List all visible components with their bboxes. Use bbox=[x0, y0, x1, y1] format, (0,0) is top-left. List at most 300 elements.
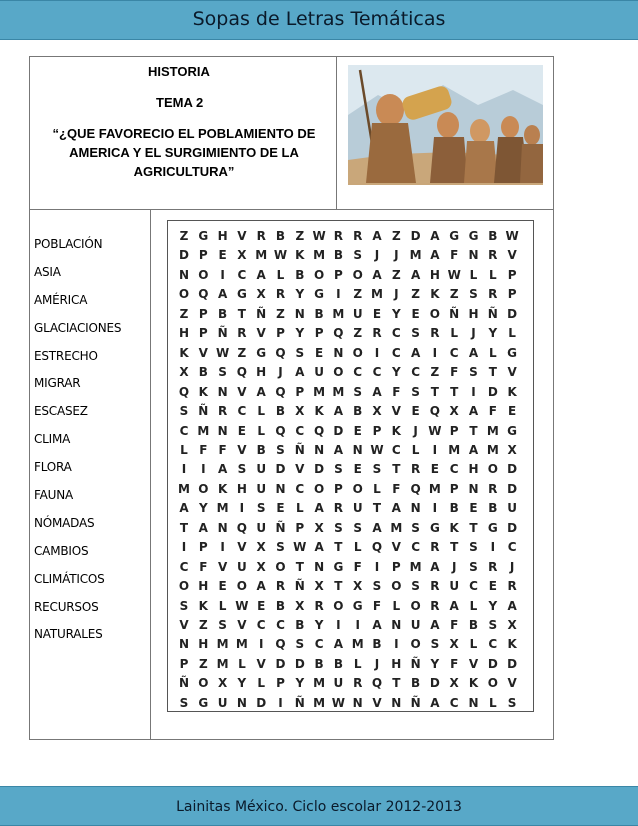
grid-letter[interactable]: V bbox=[256, 326, 266, 341]
grid-letter[interactable]: B bbox=[314, 306, 324, 321]
grid-letter[interactable]: K bbox=[198, 384, 208, 399]
grid-letter[interactable]: R bbox=[333, 501, 344, 516]
grid-letter[interactable]: G bbox=[198, 229, 209, 243]
grid-letter[interactable]: O bbox=[333, 598, 344, 613]
grid-letter[interactable]: B bbox=[218, 306, 228, 321]
grid-letter[interactable]: K bbox=[507, 384, 517, 399]
grid-letter[interactable]: Z bbox=[198, 618, 208, 632]
grid-letter[interactable]: Ñ bbox=[275, 520, 286, 535]
grid-letter[interactable]: U bbox=[410, 618, 421, 632]
grid-letter[interactable]: X bbox=[449, 637, 459, 652]
grid-letter[interactable]: A bbox=[449, 598, 459, 613]
grid-letter[interactable]: P bbox=[198, 326, 208, 341]
grid-letter[interactable]: P bbox=[198, 540, 208, 555]
grid-letter[interactable]: M bbox=[313, 248, 326, 263]
grid-letter[interactable]: A bbox=[256, 384, 266, 399]
grid-letter[interactable]: E bbox=[276, 501, 285, 516]
grid-letter[interactable]: Q bbox=[410, 481, 421, 496]
grid-letter[interactable]: I bbox=[336, 287, 341, 302]
grid-letter[interactable]: L bbox=[488, 267, 497, 282]
grid-letter[interactable]: L bbox=[180, 442, 188, 457]
grid-letter[interactable]: C bbox=[295, 481, 305, 496]
grid-letter[interactable]: Q bbox=[236, 365, 247, 380]
grid-letter[interactable]: O bbox=[352, 345, 363, 360]
grid-letter[interactable]: Ñ bbox=[178, 676, 190, 691]
grid-letter[interactable]: P bbox=[449, 423, 459, 438]
grid-letter[interactable]: F bbox=[372, 598, 382, 613]
grid-letter[interactable]: X bbox=[314, 579, 324, 594]
grid-letter[interactable]: P bbox=[276, 676, 285, 691]
grid-letter[interactable]: O bbox=[352, 481, 363, 496]
grid-letter[interactable]: Y bbox=[391, 306, 401, 321]
grid-letter[interactable]: D bbox=[179, 248, 189, 263]
grid-letter[interactable]: N bbox=[294, 306, 305, 321]
grid-letter[interactable]: A bbox=[333, 404, 344, 419]
grid-letter[interactable]: Y bbox=[391, 365, 401, 380]
grid-letter[interactable]: M bbox=[255, 248, 268, 263]
grid-letter[interactable]: S bbox=[411, 520, 420, 535]
grid-letter[interactable]: R bbox=[353, 229, 363, 243]
grid-letter[interactable]: W bbox=[312, 229, 326, 243]
grid-letter[interactable]: B bbox=[314, 656, 324, 671]
grid-letter[interactable]: Ñ bbox=[410, 695, 421, 710]
grid-letter[interactable]: Y bbox=[314, 618, 324, 632]
grid-letter[interactable]: N bbox=[236, 695, 247, 710]
grid-letter[interactable]: N bbox=[468, 481, 479, 496]
grid-letter[interactable]: S bbox=[430, 637, 440, 652]
grid-letter[interactable]: O bbox=[198, 676, 209, 691]
grid-letter[interactable]: L bbox=[373, 481, 381, 496]
grid-letter[interactable]: L bbox=[218, 598, 227, 613]
grid-letter[interactable]: W bbox=[235, 598, 249, 613]
grid-letter[interactable]: O bbox=[236, 579, 247, 594]
grid-letter[interactable]: N bbox=[314, 442, 325, 457]
grid-letter[interactable]: J bbox=[394, 248, 399, 263]
grid-letter[interactable]: V bbox=[237, 618, 247, 632]
grid-letter[interactable]: C bbox=[391, 345, 401, 360]
grid-letter[interactable]: C bbox=[314, 637, 324, 652]
grid-letter[interactable]: W bbox=[370, 442, 384, 457]
grid-letter[interactable]: A bbox=[314, 501, 324, 516]
grid-letter[interactable]: E bbox=[353, 462, 362, 477]
grid-letter[interactable]: X bbox=[256, 287, 266, 302]
grid-letter[interactable]: E bbox=[257, 598, 266, 613]
grid-letter[interactable]: G bbox=[333, 559, 344, 574]
grid-letter[interactable]: B bbox=[488, 501, 498, 516]
grid-letter[interactable]: F bbox=[450, 618, 459, 632]
grid-letter[interactable]: U bbox=[256, 481, 267, 496]
grid-letter[interactable]: G bbox=[507, 423, 518, 438]
grid-letter[interactable]: B bbox=[275, 598, 286, 613]
grid-letter[interactable]: S bbox=[179, 404, 189, 419]
grid-letter[interactable]: S bbox=[334, 462, 343, 477]
grid-letter[interactable]: V bbox=[256, 656, 266, 671]
grid-letter[interactable]: I bbox=[181, 540, 187, 555]
grid-letter[interactable]: I bbox=[432, 345, 438, 360]
grid-letter[interactable]: E bbox=[488, 579, 497, 594]
grid-letter[interactable]: Ñ bbox=[294, 442, 305, 457]
grid-letter[interactable]: Q bbox=[198, 287, 209, 302]
grid-letter[interactable]: J bbox=[278, 365, 283, 380]
grid-letter[interactable]: R bbox=[430, 598, 440, 613]
grid-letter[interactable]: U bbox=[314, 365, 324, 380]
grid-letter[interactable]: V bbox=[507, 676, 517, 691]
grid-letter[interactable]: Q bbox=[333, 326, 344, 341]
grid-letter[interactable]: N bbox=[217, 423, 228, 438]
grid-letter[interactable]: M bbox=[409, 559, 422, 574]
grid-letter[interactable]: E bbox=[411, 404, 420, 419]
grid-letter[interactable]: I bbox=[432, 442, 438, 457]
grid-letter[interactable]: L bbox=[508, 326, 516, 341]
grid-letter[interactable]: A bbox=[217, 287, 228, 302]
grid-letter[interactable]: P bbox=[179, 656, 189, 671]
grid-letter[interactable]: Ñ bbox=[449, 306, 460, 321]
grid-letter[interactable]: E bbox=[237, 423, 246, 438]
grid-letter[interactable]: Y bbox=[295, 326, 305, 341]
grid-letter[interactable]: T bbox=[334, 579, 343, 594]
grid-letter[interactable]: S bbox=[488, 618, 498, 632]
grid-letter[interactable]: O bbox=[352, 267, 363, 282]
grid-letter[interactable]: O bbox=[198, 267, 209, 282]
grid-letter[interactable]: Y bbox=[295, 287, 305, 302]
grid-letter[interactable]: M bbox=[448, 442, 461, 457]
grid-letter[interactable]: E bbox=[218, 579, 227, 594]
grid-letter[interactable]: V bbox=[198, 345, 208, 360]
grid-letter[interactable]: N bbox=[217, 384, 228, 399]
grid-letter[interactable]: L bbox=[392, 598, 401, 613]
grid-letter[interactable]: R bbox=[430, 326, 440, 341]
grid-letter[interactable]: S bbox=[372, 462, 382, 477]
grid-letter[interactable]: A bbox=[507, 598, 517, 613]
grid-letter[interactable]: D bbox=[507, 656, 518, 671]
grid-letter[interactable]: B bbox=[468, 618, 479, 632]
grid-letter[interactable]: P bbox=[507, 287, 517, 302]
grid-letter[interactable]: X bbox=[449, 676, 459, 691]
grid-letter[interactable]: S bbox=[353, 384, 363, 399]
grid-letter[interactable]: F bbox=[199, 442, 208, 457]
grid-letter[interactable]: R bbox=[488, 559, 498, 574]
grid-letter[interactable]: I bbox=[394, 637, 399, 652]
grid-letter[interactable]: K bbox=[295, 248, 305, 263]
grid-letter[interactable]: N bbox=[352, 695, 363, 710]
grid-letter[interactable]: Q bbox=[275, 637, 286, 652]
grid-letter[interactable]: V bbox=[468, 656, 479, 671]
grid-letter[interactable]: X bbox=[237, 248, 247, 263]
grid-letter[interactable]: T bbox=[450, 540, 459, 555]
grid-letter[interactable]: Ñ bbox=[294, 695, 305, 710]
grid-letter[interactable]: M bbox=[178, 481, 190, 496]
grid-letter[interactable]: M bbox=[332, 384, 345, 399]
grid-letter[interactable]: Ñ bbox=[256, 306, 267, 321]
grid-letter[interactable]: O bbox=[198, 481, 209, 496]
grid-letter[interactable]: N bbox=[410, 501, 421, 516]
grid-letter[interactable]: N bbox=[178, 637, 190, 652]
grid-letter[interactable]: S bbox=[469, 559, 478, 574]
grid-letter[interactable]: A bbox=[430, 695, 440, 710]
grid-letter[interactable]: X bbox=[314, 520, 324, 535]
grid-letter[interactable]: C bbox=[507, 540, 517, 555]
grid-letter[interactable]: L bbox=[488, 695, 497, 710]
grid-letter[interactable]: Y bbox=[198, 501, 208, 516]
grid-letter[interactable]: J bbox=[374, 248, 380, 263]
grid-letter[interactable]: U bbox=[507, 501, 517, 516]
grid-letter[interactable]: H bbox=[198, 579, 209, 594]
grid-letter[interactable]: B bbox=[275, 404, 286, 419]
grid-letter[interactable]: F bbox=[392, 481, 401, 496]
grid-letter[interactable]: A bbox=[468, 345, 479, 360]
grid-letter[interactable]: T bbox=[237, 306, 246, 321]
grid-letter[interactable]: D bbox=[507, 306, 518, 321]
grid-letter[interactable]: Q bbox=[178, 384, 190, 399]
grid-letter[interactable]: T bbox=[430, 384, 439, 399]
grid-letter[interactable]: K bbox=[198, 598, 208, 613]
grid-letter[interactable]: P bbox=[372, 423, 382, 438]
grid-letter[interactable]: G bbox=[429, 520, 440, 535]
grid-letter[interactable]: S bbox=[276, 540, 285, 555]
grid-letter[interactable]: D bbox=[314, 462, 325, 477]
grid-letter[interactable]: P bbox=[333, 267, 343, 282]
grid-letter[interactable]: V bbox=[507, 248, 517, 263]
grid-letter[interactable]: M bbox=[332, 306, 345, 321]
grid-letter[interactable]: Q bbox=[236, 520, 247, 535]
grid-letter[interactable]: N bbox=[468, 695, 479, 710]
grid-letter[interactable]: L bbox=[469, 267, 478, 282]
grid-letter[interactable]: G bbox=[468, 229, 479, 243]
grid-letter[interactable]: E bbox=[218, 248, 227, 263]
grid-letter[interactable]: P bbox=[333, 481, 343, 496]
grid-letter[interactable]: T bbox=[469, 423, 478, 438]
grid-letter[interactable]: A bbox=[295, 365, 305, 380]
grid-letter[interactable]: Y bbox=[237, 676, 247, 691]
grid-letter[interactable]: J bbox=[374, 656, 380, 671]
grid-letter[interactable]: A bbox=[256, 267, 266, 282]
grid-letter[interactable]: G bbox=[256, 345, 267, 360]
grid-letter[interactable]: R bbox=[275, 579, 286, 594]
grid-letter[interactable]: V bbox=[237, 540, 247, 555]
grid-letter[interactable]: H bbox=[178, 326, 190, 341]
grid-letter[interactable]: W bbox=[428, 423, 442, 438]
grid-letter[interactable]: N bbox=[391, 618, 402, 632]
grid-letter[interactable]: R bbox=[372, 326, 382, 341]
grid-letter[interactable]: X bbox=[295, 404, 305, 419]
grid-letter[interactable]: Ñ bbox=[294, 579, 305, 594]
grid-letter[interactable]: Y bbox=[430, 656, 440, 671]
grid-letter[interactable]: D bbox=[507, 462, 518, 477]
grid-letter[interactable]: K bbox=[391, 423, 401, 438]
grid-letter[interactable]: F bbox=[353, 559, 362, 574]
grid-letter[interactable]: D bbox=[275, 656, 286, 671]
grid-letter[interactable]: G bbox=[487, 520, 498, 535]
grid-letter[interactable]: I bbox=[220, 540, 225, 555]
grid-letter[interactable]: Ñ bbox=[198, 404, 209, 419]
grid-letter[interactable]: L bbox=[257, 423, 266, 438]
grid-letter[interactable]: I bbox=[278, 695, 283, 710]
grid-letter[interactable]: L bbox=[411, 442, 420, 457]
grid-letter[interactable]: H bbox=[198, 637, 209, 652]
grid-letter[interactable]: U bbox=[237, 559, 247, 574]
grid-letter[interactable]: K bbox=[314, 404, 324, 419]
grid-letter[interactable]: Z bbox=[276, 306, 285, 321]
grid-letter[interactable]: W bbox=[505, 229, 519, 243]
grid-letter[interactable]: S bbox=[295, 345, 305, 360]
grid-letter[interactable]: S bbox=[372, 579, 382, 594]
grid-letter[interactable]: M bbox=[313, 695, 326, 710]
grid-letter[interactable]: A bbox=[430, 248, 440, 263]
grid-letter[interactable]: T bbox=[488, 365, 497, 380]
grid-letter[interactable]: T bbox=[295, 559, 304, 574]
grid-letter[interactable]: M bbox=[313, 384, 326, 399]
grid-letter[interactable]: C bbox=[295, 423, 305, 438]
grid-letter[interactable]: N bbox=[178, 267, 190, 282]
grid-letter[interactable]: S bbox=[218, 365, 227, 380]
grid-letter[interactable]: P bbox=[449, 481, 459, 496]
grid-letter[interactable]: O bbox=[333, 365, 344, 380]
grid-letter[interactable]: L bbox=[450, 326, 459, 341]
grid-letter[interactable]: S bbox=[334, 520, 343, 535]
grid-letter[interactable]: I bbox=[374, 345, 380, 360]
grid-letter[interactable]: G bbox=[449, 229, 460, 243]
grid-letter[interactable]: V bbox=[217, 559, 228, 574]
grid-letter[interactable]: Q bbox=[429, 404, 440, 419]
grid-letter[interactable]: T bbox=[179, 520, 189, 535]
grid-letter[interactable]: A bbox=[430, 618, 440, 632]
grid-letter[interactable]: J bbox=[394, 287, 399, 302]
grid-letter[interactable]: S bbox=[507, 695, 517, 710]
grid-letter[interactable]: N bbox=[391, 695, 402, 710]
grid-letter[interactable]: H bbox=[429, 267, 440, 282]
grid-letter[interactable]: D bbox=[333, 423, 344, 438]
grid-letter[interactable]: M bbox=[351, 637, 364, 652]
grid-letter[interactable]: A bbox=[391, 501, 401, 516]
grid-letter[interactable]: Z bbox=[353, 326, 363, 341]
grid-letter[interactable]: S bbox=[353, 520, 363, 535]
grid-letter[interactable]: Z bbox=[449, 287, 459, 302]
grid-letter[interactable]: P bbox=[276, 326, 285, 341]
grid-letter[interactable]: G bbox=[236, 287, 247, 302]
grid-letter[interactable]: R bbox=[430, 540, 440, 555]
grid-letter[interactable]: V bbox=[391, 404, 401, 419]
grid-letter[interactable]: I bbox=[355, 618, 360, 632]
grid-letter[interactable]: N bbox=[217, 520, 228, 535]
grid-letter[interactable]: C bbox=[237, 404, 247, 419]
grid-letter[interactable]: I bbox=[374, 559, 380, 574]
grid-letter[interactable]: I bbox=[201, 462, 206, 477]
grid-letter[interactable]: A bbox=[410, 267, 421, 282]
grid-letter[interactable]: G bbox=[507, 345, 518, 360]
grid-letter[interactable]: I bbox=[490, 540, 496, 555]
grid-letter[interactable]: Z bbox=[430, 365, 440, 380]
grid-letter[interactable]: H bbox=[391, 656, 402, 671]
grid-letter[interactable]: S bbox=[469, 540, 478, 555]
grid-letter[interactable]: S bbox=[411, 579, 420, 594]
grid-letter[interactable]: Ñ bbox=[410, 656, 421, 671]
grid-letter[interactable]: Q bbox=[313, 423, 325, 438]
grid-letter[interactable]: S bbox=[179, 598, 189, 613]
grid-letter[interactable]: R bbox=[333, 229, 344, 243]
grid-letter[interactable]: P bbox=[198, 248, 208, 263]
grid-letter[interactable]: J bbox=[471, 326, 476, 341]
grid-letter[interactable]: C bbox=[469, 579, 478, 594]
grid-letter[interactable]: D bbox=[410, 229, 421, 243]
grid-letter[interactable]: L bbox=[238, 656, 246, 671]
grid-letter[interactable]: Q bbox=[275, 384, 286, 399]
grid-letter[interactable]: N bbox=[275, 481, 286, 496]
grid-letter[interactable]: N bbox=[468, 248, 479, 263]
grid-letter[interactable]: O bbox=[275, 559, 286, 574]
grid-letter[interactable]: J bbox=[451, 559, 457, 574]
grid-letter[interactable]: C bbox=[353, 365, 363, 380]
grid-letter[interactable]: D bbox=[256, 695, 267, 710]
grid-letter[interactable]: X bbox=[372, 404, 382, 419]
grid-letter[interactable]: I bbox=[181, 462, 187, 477]
grid-letter[interactable]: V bbox=[391, 540, 401, 555]
grid-letter[interactable]: F bbox=[488, 404, 497, 419]
grid-letter[interactable]: K bbox=[449, 520, 459, 535]
grid-letter[interactable]: U bbox=[449, 579, 460, 594]
grid-letter[interactable]: R bbox=[507, 579, 517, 594]
grid-letter[interactable]: S bbox=[469, 287, 478, 302]
grid-letter[interactable]: P bbox=[295, 384, 305, 399]
grid-letter[interactable]: E bbox=[507, 404, 517, 419]
grid-letter[interactable]: B bbox=[411, 676, 421, 691]
grid-letter[interactable]: X bbox=[256, 559, 266, 574]
grid-letter[interactable]: M bbox=[197, 423, 210, 438]
grid-letter[interactable]: O bbox=[313, 481, 325, 496]
grid-letter[interactable]: E bbox=[372, 306, 382, 321]
grid-letter[interactable]: P bbox=[391, 559, 401, 574]
grid-letter[interactable]: N bbox=[352, 442, 363, 457]
grid-letter[interactable]: Q bbox=[275, 345, 286, 360]
grid-letter[interactable]: M bbox=[390, 520, 403, 535]
grid-letter[interactable]: O bbox=[178, 579, 190, 594]
grid-letter[interactable]: I bbox=[258, 637, 264, 652]
grid-letter[interactable]: B bbox=[333, 656, 343, 671]
grid-letter[interactable]: C bbox=[276, 618, 285, 632]
grid-letter[interactable]: B bbox=[275, 229, 286, 243]
grid-letter[interactable]: B bbox=[295, 267, 305, 282]
grid-letter[interactable]: N bbox=[314, 559, 325, 574]
grid-letter[interactable]: B bbox=[256, 442, 266, 457]
grid-letter[interactable]: H bbox=[468, 306, 479, 321]
grid-letter[interactable]: P bbox=[198, 306, 208, 321]
grid-letter[interactable]: V bbox=[179, 618, 189, 632]
grid-letter[interactable]: X bbox=[507, 442, 517, 457]
grid-letter[interactable]: L bbox=[257, 404, 266, 419]
grid-letter[interactable]: A bbox=[372, 229, 382, 243]
grid-letter[interactable]: T bbox=[392, 462, 401, 477]
grid-letter[interactable]: R bbox=[314, 598, 324, 613]
grid-letter[interactable]: A bbox=[314, 540, 324, 555]
grid-letter[interactable]: L bbox=[469, 598, 478, 613]
grid-letter[interactable]: U bbox=[256, 462, 267, 477]
grid-letter[interactable]: C bbox=[179, 423, 189, 438]
grid-letter[interactable]: A bbox=[372, 618, 382, 632]
grid-letter[interactable]: L bbox=[469, 637, 478, 652]
grid-letter[interactable]: M bbox=[216, 656, 229, 671]
grid-letter[interactable]: K bbox=[217, 481, 228, 496]
grid-letter[interactable]: V bbox=[237, 229, 247, 243]
grid-letter[interactable]: A bbox=[256, 579, 266, 594]
grid-letter[interactable]: I bbox=[432, 501, 438, 516]
grid-letter[interactable]: N bbox=[333, 345, 344, 360]
grid-letter[interactable]: R bbox=[217, 404, 228, 419]
grid-letter[interactable]: H bbox=[236, 481, 247, 496]
grid-letter[interactable]: K bbox=[507, 637, 517, 652]
grid-letter[interactable]: E bbox=[314, 345, 324, 360]
grid-letter[interactable]: V bbox=[237, 442, 247, 457]
grid-letter[interactable]: H bbox=[217, 229, 228, 243]
grid-letter[interactable]: Z bbox=[237, 345, 247, 360]
